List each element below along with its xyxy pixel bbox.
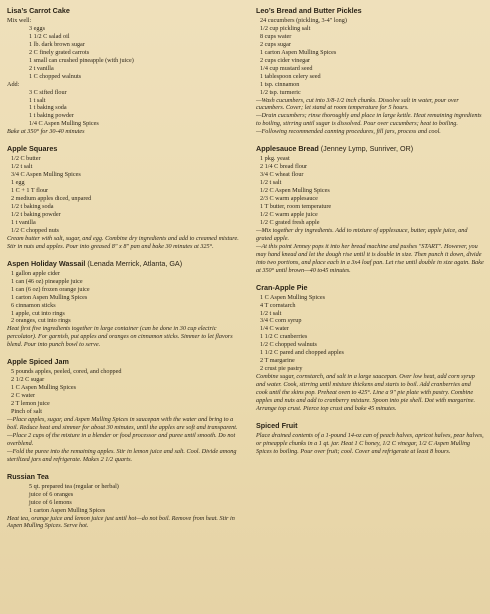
ingredient-line: 4 T cornstarch xyxy=(260,301,296,309)
recipe-title-text: Apple Spiced Jam xyxy=(7,357,69,367)
ingredient-line: juice of 6 oranges xyxy=(29,490,74,498)
ingredient-line: 1/2 C grated fresh apple xyxy=(260,218,320,226)
recipe-title-text: Apple Squares xyxy=(7,144,58,154)
recipe-byline: (Lenada Merrick, Atlanta, GA) xyxy=(87,258,183,268)
ingredient-line: 1/2 t baking soda xyxy=(11,203,54,211)
ingredient-line: 1 C Aspen Mulling Spices xyxy=(11,384,76,392)
recipe-title-text: Leo’s Bread and Butter Pickles xyxy=(256,6,362,15)
recipe-instruction: —Mix together dry ingredients. Add to mixture of applesauce, butter, apple juice, and grated apple. xyxy=(256,226,468,242)
ingredient-line: 2 1/4 C bread flour xyxy=(260,163,308,171)
ingredient-line: 1 small can crushed pineapple (with juice) xyxy=(29,56,134,64)
recipe-title xyxy=(256,144,484,153)
recipe-apple-jam xyxy=(7,357,241,463)
ingredient-line: 1 gallon apple cider xyxy=(11,269,60,277)
ingredient-line: 2 medium apples diced, unpared xyxy=(11,195,92,203)
ingredient-line: 1/4 C Aspen Mulling Spices xyxy=(29,120,99,128)
recipe-title xyxy=(7,144,241,153)
ingredient-line: 2 T lemon juice xyxy=(11,400,50,408)
recipe-instruction: —Wash cucumbers, cut into 3/8-1/2 inch chunks. Dissolve salt in water, pour over cucumbers. Cover; let stand at room temperature for 5 hours. xyxy=(256,96,459,112)
recipe-instruction: Cream butter with salt, sugar, and egg. Combine dry ingredients and add to creamed mixture. Stir in nuts and apples. Pour into greased 8" x 8" pan and bake 30 minutes at 325°. xyxy=(7,234,239,250)
ingredient-line: 1/2 C butter xyxy=(11,155,41,163)
ingredient-line: 3 eggs xyxy=(29,24,45,32)
recipe-title xyxy=(7,259,241,268)
ingredient-line: 1 1/2 C salad oil xyxy=(29,32,70,40)
ingredient-line: 1/2 t salt xyxy=(260,309,282,317)
ingredient-line: 2 C water xyxy=(11,392,36,400)
recipe-carrot-cake xyxy=(7,6,241,136)
ingredient-line: 5 pounds apples, peeled, cored, and chopped xyxy=(11,368,122,376)
ingredient-line: 1/2 t baking powder xyxy=(11,210,61,218)
recipe-applesauce-bread xyxy=(256,144,484,274)
ingredient-line: 1 t baking powder xyxy=(29,112,74,120)
ingredient-line: 2/3 C warm applesauce xyxy=(260,195,318,203)
ingredient-line: 1 C chopped walnuts xyxy=(29,72,82,80)
ingredient-line: 24 cucumbers (pickling, 3-4" long) xyxy=(260,17,347,24)
recipe-instruction: Bake at 350° for 30-40 minutes xyxy=(7,128,85,136)
recipe-title-text: Spiced Fruit xyxy=(256,420,298,430)
recipe-subheading: Mix well: xyxy=(7,17,32,24)
ingredient-line: 1 C + 1 T flour xyxy=(11,187,49,195)
ingredient-line: 1/2 t salt xyxy=(11,163,33,171)
ingredient-line: 1 1/2 C cranberries xyxy=(260,333,308,341)
ingredient-line: 1/2 C Aspen Mulling Spices xyxy=(260,187,330,195)
recipe-title xyxy=(7,6,241,15)
ingredient-line: 2 oranges, cut into rings xyxy=(11,317,71,325)
recipe-instruction: Combine sugar, cornstarch, and salt in a large saucepan. Over low heat, add corn syrup and water. Cook, stirring until mixture thickens and starts to boil. Add cranberries and cook until the skins pop. Preheat oven to 425°. Line a 9" pie plate with pastry. Combine apples and nuts and add to cranberry mixture. Spoon into pie shell. Dot with margarine. Arrange top crust. Pierce top crust and bake 45 minutes. xyxy=(256,373,476,412)
recipe-instruction: —Fold the puree into the remaining apples. Stir in lemon juice and salt. Cool. Divide among sterilized jars and refrigerate. Makes 2 1/2 quarts. xyxy=(7,447,237,463)
ingredient-line: 1/4 C water xyxy=(260,325,289,333)
right-column xyxy=(256,6,484,464)
ingredient-line: 2 cups sugar xyxy=(260,40,291,48)
recipe-spiced-fruit xyxy=(256,421,484,456)
recipe-instruction: —Following recommended canning procedures, fill jars, process and cool. xyxy=(256,128,441,136)
recipe-pickles xyxy=(256,6,484,136)
ingredient-line: 1/2 t salt xyxy=(260,179,282,187)
recipe-title-text: Aspen Holiday Wassail xyxy=(7,258,86,268)
ingredient-line: 1/4 cup mustard seed xyxy=(260,64,313,72)
ingredient-line: 8 cups water xyxy=(260,32,292,40)
recipe-byline: (Jenney Lymp, Sunriver, OR) xyxy=(320,144,414,154)
ingredient-line: 1 lb. dark brown sugar xyxy=(29,40,85,48)
ingredient-line: 1 tsp. cinnamon xyxy=(260,80,300,88)
ingredient-line: 1 tablespoon celery seed xyxy=(260,72,321,80)
ingredient-line: 1 carton Aspen Mulling Spices xyxy=(260,48,337,56)
recipe-title-text: Russian Tea xyxy=(7,471,49,481)
recipe-title xyxy=(7,357,241,366)
recipe-cran-apple-pie xyxy=(256,283,484,413)
ingredient-line: 1 t vanilla xyxy=(11,218,36,226)
ingredient-line: 3 C sifted flour xyxy=(29,88,67,96)
recipe-title xyxy=(256,6,484,15)
ingredient-line: 3/4 C wheat flour xyxy=(260,171,304,179)
ingredient-line: 3/4 C Aspen Mulling Spices xyxy=(11,171,81,179)
ingredient-line: 1 t baking soda xyxy=(29,104,67,112)
ingredient-line: 1 apple, cut into rings xyxy=(11,309,65,317)
ingredient-line: 1 C Aspen Mulling Spices xyxy=(260,293,325,301)
recipe-title xyxy=(256,283,484,292)
ingredient-line: 1 t salt xyxy=(29,96,46,104)
ingredient-line: 1/2 cup pickling salt xyxy=(260,24,311,32)
recipe-title-text: Lisa’s Carrot Cake xyxy=(7,6,70,15)
left-column xyxy=(7,6,241,538)
recipe-instruction: —At this point Jenney pops it into her bread machine and pushes "START". However, you may hand knead and let the dough rise until it is double in size. Then punch it down, divide into two portions, and place each in a 3x4 loaf pan. Let rise until double in size again. Bake at 350° until brown—40 to45 minutes. xyxy=(256,242,484,274)
recipe-apple-squares xyxy=(7,144,241,250)
recipe-instruction: Heat tea, orange juice and lemon juice just until hot—do not boil. Remove from heat. Stir in Aspen Mulling Spices. Serve hot. xyxy=(7,514,235,530)
ingredient-line: 5 qt. prepared tea (regular or herbal) xyxy=(29,482,119,490)
ingredient-line: 2 1/2 C sugar xyxy=(11,376,45,384)
ingredient-line: 1 1/2 C pared and chopped apples xyxy=(260,349,344,357)
ingredient-line: juice of 6 lemons xyxy=(29,498,72,506)
ingredient-line: 2 t vanilla xyxy=(29,64,54,72)
ingredient-line: 3/4 C corn syrup xyxy=(260,317,302,325)
recipe-title xyxy=(7,472,241,481)
recipe-russian-tea xyxy=(7,472,241,531)
ingredient-line: 1 can (46 oz) pineapple juice xyxy=(11,277,83,285)
ingredient-line: 1 can (6 oz) frozen orange juice xyxy=(11,285,90,293)
ingredient-line: Pinch of salt xyxy=(11,408,42,416)
recipe-title-text: Applesauce Bread xyxy=(256,144,319,154)
ingredient-line: 1 carton Aspen Mulling Spices xyxy=(29,506,106,514)
ingredient-line: 2 C finely grated carrots xyxy=(29,48,90,56)
ingredient-line: 1 carton Aspen Mulling Spices xyxy=(11,293,88,301)
recipe-title xyxy=(256,421,484,430)
recipe-title-text: Cran-Apple Pie xyxy=(256,282,308,292)
ingredient-line: 6 cinnamon sticks xyxy=(11,301,56,309)
ingredient-line: 1 egg xyxy=(11,179,25,187)
ingredient-line: 1 T butter, room temperature xyxy=(260,203,332,211)
ingredient-line: 1/2 tsp. turmeric xyxy=(260,88,301,96)
recipe-instruction: —Drain cucumbers; rinse thoroughly and place in large kettle. Heat remaining ingredients to boiling, stirring until sugar is dissolved. Pour over cucumbers; heat to boiling. xyxy=(256,112,482,128)
recipe-instruction: Place drained contents of a 1-pound 14-oz can of peach halves, apricot halves, pear halves, or pineapple chunks in a 1 qt. jar. Heat 1 C honey, 1/2 C vinegar, 1/2 C Aspen Mulling Spices to boiling. Pour over fruit; cool. Cover and refrigerate at least 8 hours. xyxy=(256,431,484,455)
recipe-instruction: —Place apples, sugar, and Aspen Mulling Spices in saucepan with the water and bring to a boil. Reduce heat and simmer for about 30 minutes, until the apples are soft and transparent. xyxy=(7,415,238,431)
recipe-instruction: —Place 2 cups of the mixture in a blender or food processor and puree until smooth. Do not overblend. xyxy=(7,431,236,447)
ingredient-line: 1/2 C chopped nuts xyxy=(11,226,59,234)
ingredient-line: 1/2 C warm apple juice xyxy=(260,210,318,218)
ingredient-line: 2 T margarine xyxy=(260,357,295,365)
recipe-subheading: Add: xyxy=(7,80,20,88)
ingredient-line: 2 crust pie pastry xyxy=(260,365,303,373)
ingredient-line: 2 cups cider vinegar xyxy=(260,56,310,64)
ingredient-line: 1 pkg. yeast xyxy=(260,155,290,163)
recipe-instruction: Heat first five ingredients together in large container (can be done in 30 cup electric percolator). For garnish, put apples and oranges on cinnamon sticks. Simmer to let flavors blend. Pour into punch bowl to serve. xyxy=(7,325,233,349)
recipe-wassail xyxy=(7,259,241,350)
ingredient-line: 1/2 C chopped walnuts xyxy=(260,341,317,349)
